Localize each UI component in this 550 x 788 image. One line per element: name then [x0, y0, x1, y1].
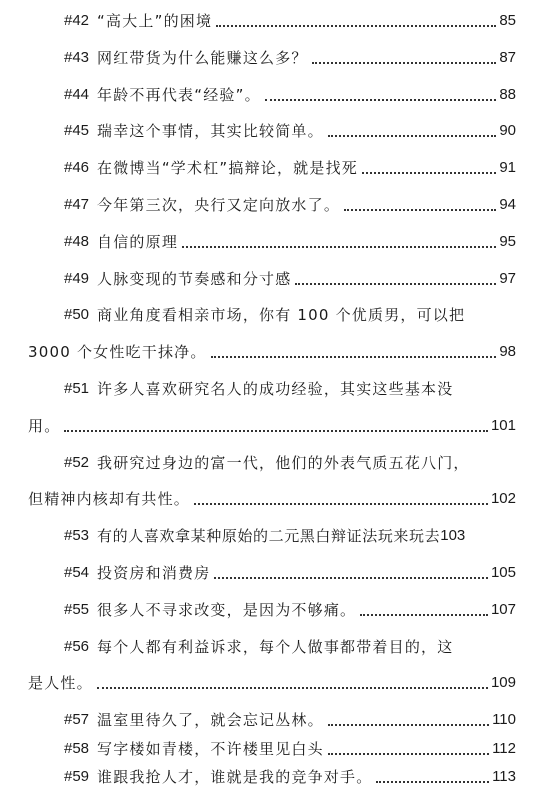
toc-entry[interactable] [0, 699, 550, 729]
toc-entry[interactable] [0, 728, 550, 758]
entry-number: #48 [64, 233, 90, 250]
dot-leader [360, 612, 488, 616]
entry-title: 年龄不再代表“经验”。 [97, 86, 261, 104]
entry-title-continuation: 但精神内核却有共性。 [28, 490, 191, 508]
dot-leader [344, 207, 496, 211]
dot-leader [64, 428, 488, 432]
dot-leader [312, 60, 497, 64]
entry-page: 107 [490, 601, 516, 618]
entry-title: 投资房和消费房 [97, 564, 211, 582]
toc-entry[interactable] [0, 37, 550, 67]
entry-page: 91 [499, 159, 516, 176]
dot-leader [328, 133, 496, 137]
toc-entry[interactable] [0, 110, 550, 140]
entry-page: 90 [499, 122, 516, 139]
entry-page: 110 [492, 711, 516, 728]
dot-leader [362, 170, 496, 174]
entry-number: #46 [64, 159, 90, 176]
entry-title: 我研究过身边的富一代，他们的外表气质五花八门， [97, 454, 470, 472]
dot-leader [328, 722, 489, 726]
toc-entry[interactable] [0, 0, 550, 30]
entry-page: 112 [492, 740, 516, 757]
entry-title: 自信的原理 [97, 233, 179, 251]
toc-entry[interactable] [0, 147, 550, 177]
toc-entry[interactable] [0, 756, 550, 786]
entry-page: 95 [499, 233, 516, 250]
entry-number: #51 [64, 380, 90, 397]
dot-leader [211, 354, 497, 358]
dot-leader [265, 97, 497, 101]
entry-title-continuation: 是人性。 [28, 674, 93, 692]
toc-entry[interactable] [0, 368, 550, 398]
entry-number: #58 [64, 740, 90, 757]
dot-leader [295, 281, 496, 285]
toc-entry[interactable] [0, 294, 550, 324]
entry-number: #59 [64, 768, 90, 785]
entry-title: 很多人不寻求改变，是因为不够痛。 [97, 601, 357, 619]
entry-title: 商业角度看相亲市场，你有 100 个优质男，可以把 [97, 306, 466, 324]
toc-entry[interactable] [0, 258, 550, 288]
toc-entry-continuation[interactable] [0, 478, 550, 508]
entry-title: 瑞幸这个事情，其实比较简单。 [97, 122, 324, 140]
entry-number: #49 [64, 270, 90, 287]
entry-number: #56 [64, 638, 90, 655]
entry-number: #45 [64, 122, 90, 139]
entry-number: #54 [64, 564, 90, 581]
entry-title: 在微博当“学术杠”搞辩论，就是找死 [97, 159, 358, 177]
entry-number: #52 [64, 454, 90, 471]
entry-page: 94 [499, 196, 516, 213]
entry-page: 113 [492, 768, 516, 785]
toc-entry[interactable] [0, 221, 550, 251]
entry-page: 102 [490, 490, 516, 507]
entry-page: 85 [499, 12, 516, 29]
toc-entry[interactable] [0, 552, 550, 582]
dot-leader [216, 23, 496, 27]
entry-title: 谁跟我抢人才，谁就是我的竞争对手。 [97, 768, 373, 786]
entry-title: 每个人都有利益诉求，每个人做事都带着目的，这 [97, 638, 454, 656]
entry-page: 105 [490, 564, 516, 581]
entry-number: #47 [64, 196, 90, 213]
entry-title-continuation: 3000 个女性吃干抹净。 [28, 343, 207, 361]
toc-entry[interactable] [0, 626, 550, 656]
entry-number: #42 [64, 12, 90, 29]
toc-entry[interactable] [0, 442, 550, 472]
dot-leader [182, 244, 496, 248]
entry-page: 87 [499, 49, 516, 66]
entry-title: 温室里待久了，就会忘记丛林。 [97, 711, 324, 729]
entry-title: 网红带货为什么能赚这么多？ [97, 49, 308, 67]
entry-page: 88 [499, 86, 516, 103]
entry-number: #55 [64, 601, 90, 618]
entry-page: 101 [490, 417, 516, 434]
entry-title: 许多人喜欢研究名人的成功经验，其实这些基本没 [97, 380, 454, 398]
toc-entry-continuation[interactable] [0, 662, 550, 692]
entry-title: 写字楼如青楼，不许楼里见白头 [97, 740, 324, 758]
entry-title-continuation: 用。 [28, 417, 61, 435]
entry-number: #53 [64, 527, 90, 544]
entry-title: 有的人喜欢拿某种原始的二元黑白辩证法玩来玩去 [97, 527, 441, 545]
toc-entry[interactable] [0, 74, 550, 104]
toc-entry-continuation[interactable] [0, 405, 550, 435]
entry-number: #44 [64, 86, 90, 103]
toc-entry[interactable] [0, 515, 550, 545]
entry-page: 109 [490, 674, 516, 691]
entry-number: #57 [64, 711, 90, 728]
entry-page: 103 [440, 527, 466, 544]
dot-leader [214, 575, 488, 579]
dot-leader [97, 685, 488, 689]
dot-leader [194, 501, 488, 505]
entry-page: 97 [499, 270, 516, 287]
entry-page: 98 [499, 343, 516, 360]
dot-leader [328, 751, 489, 755]
toc-entry[interactable] [0, 184, 550, 214]
dot-leader [376, 779, 489, 783]
entry-title: 人脉变现的节奏感和分寸感 [97, 270, 292, 288]
toc-entry[interactable] [0, 589, 550, 619]
entry-number: #50 [64, 306, 90, 323]
toc-entry-continuation[interactable] [0, 331, 550, 361]
entry-title: 今年第三次，央行又定向放水了。 [97, 196, 341, 214]
entry-title: “高大上”的困境 [97, 12, 213, 30]
entry-number: #43 [64, 49, 90, 66]
